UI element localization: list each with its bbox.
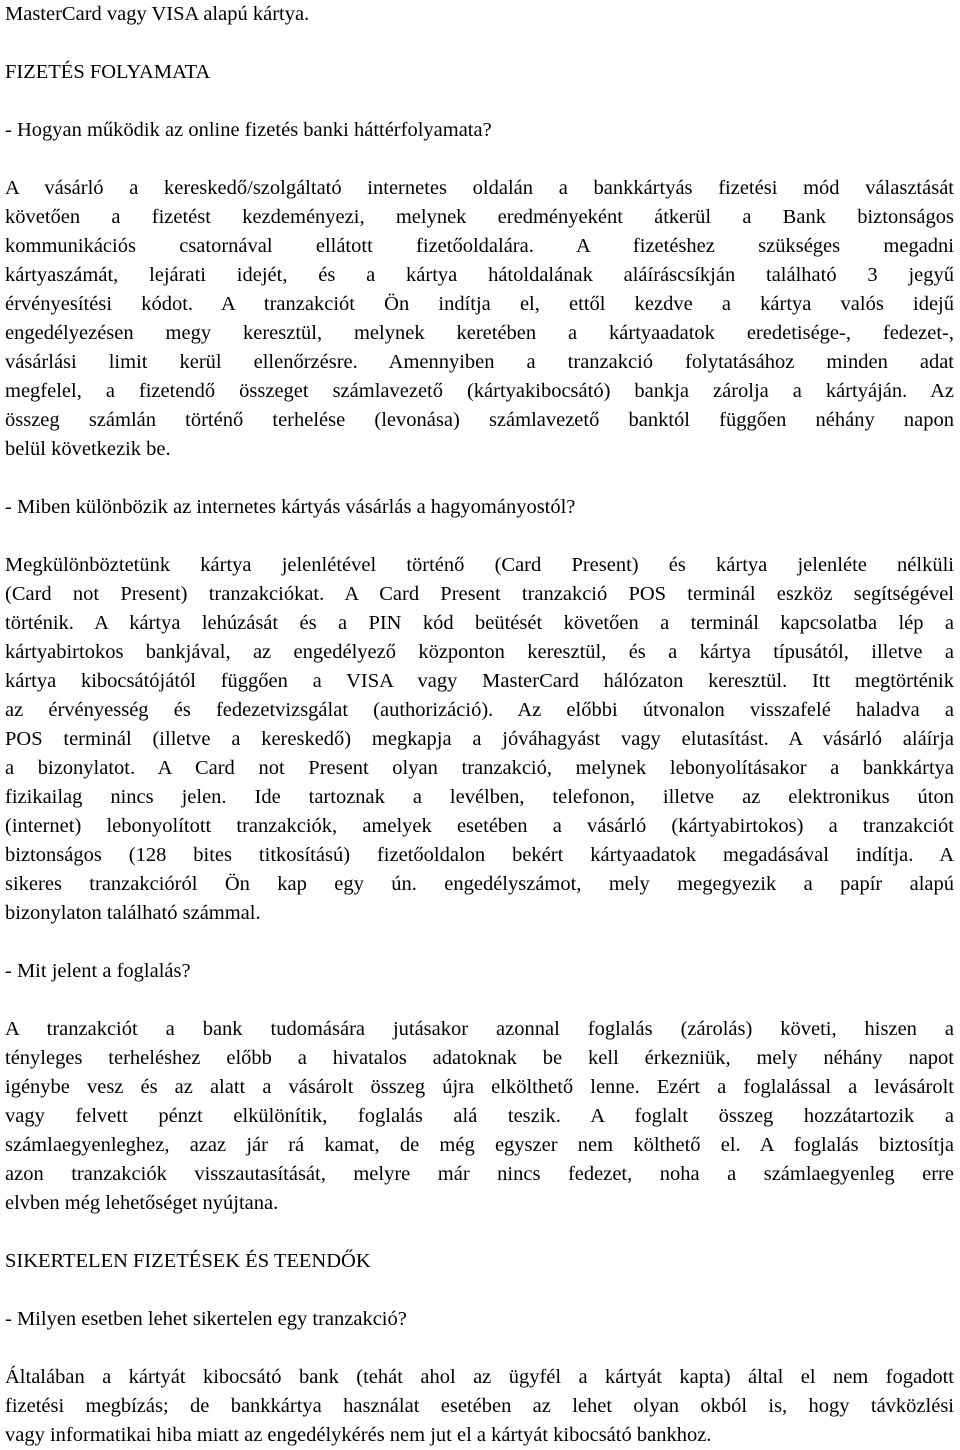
text-line: A tranzakciót a bank tudomására jutásakor azonnal foglalás (zárolás) követi, hiszen a: [5, 1018, 954, 1040]
question-difference-from-traditional: - Miben különbözik az internetes kártyás vásárlás a hagyományostól?: [5, 496, 576, 518]
text-line: vásárlási limit kerül ellenőrzésre. Amennyiben a tranzakció folytatásához minden adat: [5, 351, 954, 373]
question-what-is-hold: - Mit jelent a foglalás?: [5, 960, 191, 982]
question-how-online-payment-works: - Hogyan működik az online fizetés banki háttérfolyamata?: [5, 119, 492, 141]
text-line: történik. A kártya lehúzását és a PIN kód beütését követően a terminál kapcsolatba lép a: [5, 612, 954, 634]
text-line: kártya kibocsátójától függően a VISA vagy MasterCard hálózaton keresztül. Itt megtörténik: [5, 670, 954, 692]
text-line: az érvényesség és fedezetvizsgálat (authorizáció). Az előbbi útvonalon visszafelé haladva a: [5, 699, 954, 721]
text-line: kártyabirtokos bankjával, az engedélyező központon keresztül, és a kártya típusától, illetve a: [5, 641, 954, 663]
text-line: A vásárló a kereskedő/szolgáltató internetes oldalán a bankkártyás fizetési mód választását: [5, 177, 954, 199]
text-line: (internet) lebonyolított tranzakciók, amelyek esetében a vásárló (kártyabirtokos) a tranzakciót: [5, 815, 954, 837]
question-when-transaction-fails: - Milyen esetben lehet sikertelen egy tranzakció?: [5, 1308, 407, 1330]
text-line: azon tranzakciók visszautasítását, melyre már nincs fedezet, noha a számlaegyenleg erre: [5, 1163, 954, 1185]
text-line: POS terminál (illetve a kereskedő) megkapja a jóváhagyást vagy elutasítást. A vásárló aláírja: [5, 728, 954, 750]
text-line: érvényesítési kódot. A tranzakciót Ön indítja el, ettől kezdve a kártya valós idejű: [5, 293, 954, 315]
intro-tail-text: MasterCard vagy VISA alapú kártya.: [5, 3, 310, 25]
text-line: igénybe vesz és az alatt a vásárolt összeg újra elkölthető lenne. Ezért a foglalással a levásárolt: [5, 1076, 954, 1098]
section-title-payment-process: FIZETÉS FOLYAMATA: [5, 61, 211, 83]
text-line: megfelel, a fizetendő összeget számlavezető (kártyakibocsátó) bankja zárolja a kártyáján. Az: [5, 380, 954, 402]
text-line: vagy informatikai hiba miatt az engedélykérés nem jut el a kártyát kibocsátó bankhoz.: [5, 1424, 712, 1446]
text-line: fizetési megbízás; de bankkártya használat esetében az lehet olyan okból is, hogy távközlési: [5, 1395, 954, 1417]
paragraph-card-present: [5, 551, 954, 928]
text-line: elvben még lehetőséget nyújtana.: [5, 1192, 279, 1214]
text-line: vagy felvett pénzt elkülönítik, foglalás alá teszik. A foglalt összeg hozzátartozik a: [5, 1105, 954, 1127]
text-line: számlaegyenleghez, azaz jár rá kamat, de még egyszer nem költhető el. A foglalás biztosítja: [5, 1134, 954, 1156]
text-line: a bizonylatot. A Card not Present olyan tranzakció, melynek lebonyolításakor a bankkártya: [5, 757, 954, 779]
paragraph-hold: [5, 1015, 954, 1218]
text-line: engedélyezésen megy keresztül, melynek keretében a kártyaadatok eredetisége-, fedezet-,: [5, 322, 954, 344]
text-line: tényleges terheléshez előbb a hivatalos adatoknak be kell érkezniük, mely néhány napot: [5, 1047, 954, 1069]
text-line: biztonságos (128 bites titkosítású) fizetőoldalon bekért kártyaadatok megadásával indítja. A: [5, 844, 954, 866]
text-line: Általában a kártyát kibocsátó bank (tehát ahol az ügyfél a kártyát kapta) által el nem fogadott: [5, 1366, 954, 1388]
text-line: belül következik be.: [5, 438, 171, 460]
text-line: (Card not Present) tranzakciókat. A Card Present tranzakció POS terminál eszköz segítségével: [5, 583, 954, 605]
text-line: kártyaszámát, lejárati idejét, és a kártya hátoldalának aláíráscsíkján található 3 jegyű: [5, 264, 954, 286]
text-line: kommunikációs csatornával ellátott fizetőoldalára. A fizetéshez szükséges megadni: [5, 235, 954, 257]
text-line: fizikailag nincs jelen. Ide tartoznak a levélben, telefonon, illetve az elektronikus úton: [5, 786, 954, 808]
text-line: Megkülönböztetünk kártya jelenlétével történő (Card Present) és kártya jelenléte nélküli: [5, 554, 954, 576]
text-line: sikeres tranzakcióról Ön kap egy ún. engedélyszámot, mely megegyezik a papír alapú: [5, 873, 954, 895]
paragraph-payment-process: [5, 174, 954, 464]
text-line: követően a fizetést kezdeményezi, melynek eredményeként átkerül a Bank biztonságos: [5, 206, 954, 228]
section-title-failed-payments: SIKERTELEN FIZETÉSEK ÉS TEENDŐK: [5, 1250, 371, 1272]
paragraph-failed-transaction: [5, 1363, 954, 1450]
text-line: összeg számlán történő terhelése (levonása) számlavezető banktól függően néhány napon: [5, 409, 954, 431]
text-line: bizonylaton található számmal.: [5, 902, 261, 924]
